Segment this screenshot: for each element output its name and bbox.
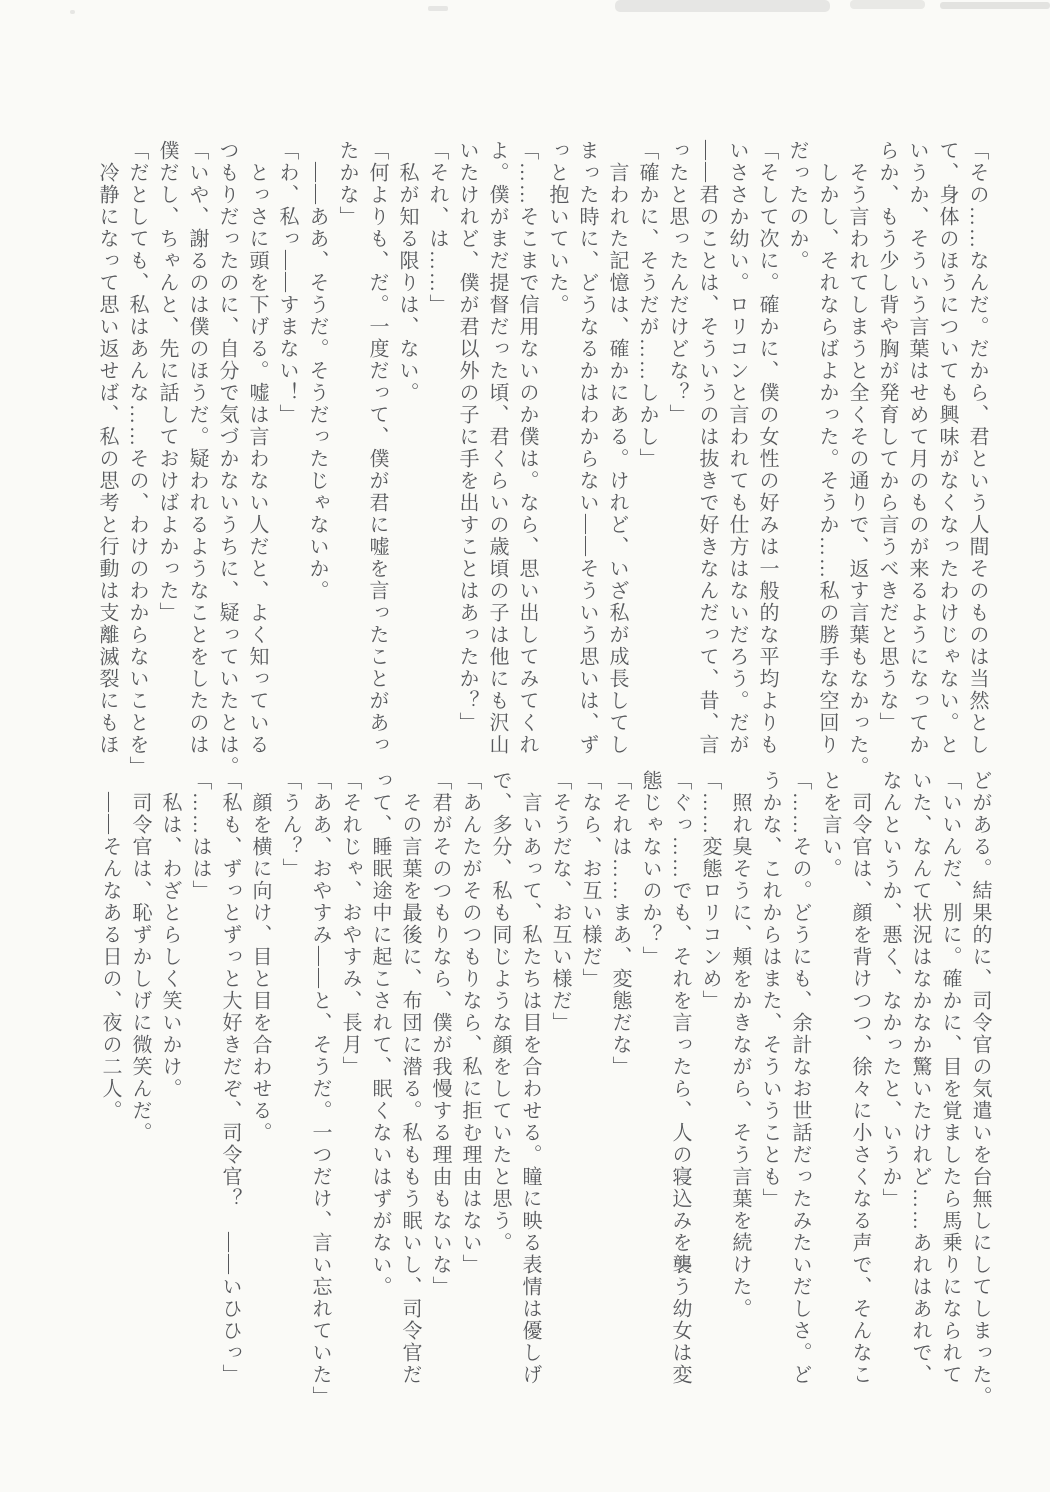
text-line: 「確かに、そうだが……しかし」 (636, 140, 658, 470)
text-line: 「そして次に。確かに、僕の女性の好みは一般的な平均よりも (756, 140, 778, 756)
text-block-bottom (95, 770, 995, 1420)
text-line: とを言い。 (819, 770, 841, 880)
text-line: 「……はは」 (189, 770, 211, 902)
text-line: 態じゃないのか？」 (639, 770, 661, 968)
text-block-top (92, 140, 992, 790)
text-line: 「だとしても、私はあんな……その、わけのわからないことを」 (126, 140, 148, 778)
text-line: いささか幼い。ロリコンと言われても仕方はないだろう。だが (726, 140, 748, 756)
text-line: って、睡眠途中に起こされて、眠くないはずがない。 (369, 770, 391, 1298)
text-line: 司令官は、顔を背けつつ、徐々に小さくなる声で、そんなこ (849, 770, 871, 1386)
text-line: たかな」 (336, 140, 358, 228)
scan-artifact (70, 10, 75, 14)
text-line: よ。僕がまだ提督だった頃、君くらいの歳頃の子は他にも沢山 (486, 140, 508, 756)
text-line: らか、もう少し背や胸が発育してから言うべきだと思うな」 (876, 140, 898, 734)
text-line: 私が知る限りは、ない。 (396, 140, 418, 404)
text-line: 僕だし、ちゃんと、先に話しておけばよかった」 (156, 140, 178, 624)
text-line: 「君がそのつもりなら、僕が我慢する理由もないな」 (429, 770, 451, 1298)
text-line: いた、なんて状況はなかなか驚いたけれど……あれはあれで、 (909, 770, 931, 1386)
text-line: 「それじゃ、おやすみ、長月」 (339, 770, 361, 1078)
text-line: いたけれど、僕が君以外の子に手を出すことはあったか？」 (456, 140, 478, 734)
text-line: なんというか、悪く、なかったと、いうか」 (879, 770, 901, 1210)
text-line: っと抱いていた。 (546, 140, 568, 316)
scan-artifact (850, 0, 925, 9)
text-line: 「ああ、おやすみ――と、そうだ。一つだけ、言い忘れていた」 (309, 770, 331, 1408)
text-line: つもりだったのに、自分で気づかないうちに、疑っていたとは。 (216, 140, 238, 778)
text-line: 「いいんだ、別に。確かに、目を覚ましたら馬乗りになられて (939, 770, 961, 1386)
text-line: 「何よりも、だ。一度だって、僕が君に嘘を言ったことがあっ (366, 140, 388, 756)
text-line: そう言われてしまうと全くその通りで、返す言葉もなかった。 (846, 140, 868, 778)
text-line: 「私も、ずっとずっと大好きだぞ、司令官？ ――いひひっ」 (219, 770, 241, 1386)
text-line: どがある。結果的に、司令官の気遣いを台無しにしてしまった。 (969, 770, 991, 1408)
text-line: 「ぐっ……でも、それを言ったら、人の寝込みを襲う幼女は変 (669, 770, 691, 1386)
text-line: 「なら、お互い様だ」 (579, 770, 601, 990)
text-line: 「それは……まあ、変態だな」 (609, 770, 631, 1078)
text-line: 「その……なんだ。だから、君という人間そのものは当然とし (966, 140, 988, 756)
text-line: いうか、そういう言葉はせめて月のものが来るようになってか (906, 140, 928, 756)
text-line: しかし、それならばよかった。そうか……私の勝手な空回り (816, 140, 838, 756)
text-line: 顔を横に向け、目と目を合わせる。 (249, 770, 271, 1144)
text-line: 「うん？」 (279, 770, 301, 880)
text-line: とっさに頭を下げる。嘘は言わない人だと、よく知っている (246, 140, 268, 756)
text-line: その言葉を最後に、布団に潜る。私ももう眠いし、司令官だ (399, 770, 421, 1386)
scan-artifact (940, 2, 1050, 9)
text-line: 言われた記憶は、確かにある。けれど、いざ私が成長してし (606, 140, 628, 756)
text-line: だったのか。 (786, 140, 808, 272)
text-line: 「……その。どうにも、余計なお世話だったみたいだしさ。ど (789, 770, 811, 1386)
text-line: ――ああ、そうだ。そうだったじゃないか。 (306, 140, 328, 602)
text-line: 「あんたがそのつもりなら、私に拒む理由はない」 (459, 770, 481, 1276)
text-line: 言いあって、私たちは目を合わせる。瞳に映る表情は優しげ (519, 770, 541, 1386)
text-line: 「そうだな、お互い様だ」 (549, 770, 571, 1034)
text-line: で、多分、私も同じような顔をしていたと思う。 (489, 770, 511, 1254)
text-line: 「いや、謝るのは僕のほうだ。疑われるようなことをしたのは (186, 140, 208, 756)
text-line: 私は、わざとらしく笑いかけ。 (159, 770, 181, 1100)
text-line: ――君のことは、そういうのは抜きで好きなんだって、昔、言 (696, 140, 718, 756)
text-line: ――そんなある日の、夜の二人。 (99, 770, 121, 1122)
scan-artifact (615, 0, 830, 12)
text-line: 「それ、は……」 (426, 140, 448, 316)
text-line: て、身体のほうについても興味がなくなったわけじゃない。と (936, 140, 958, 756)
text-line: うかな、これからはまた、そういうことも」 (759, 770, 781, 1210)
text-line: 「……そこまで信用ないのか僕は。なら、思い出してみてくれ (516, 140, 538, 756)
text-line: 「……変態ロリコンめ」 (699, 770, 721, 1012)
text-line: 「わ、私っ――すまない！」 (276, 140, 298, 426)
scan-artifact (428, 6, 448, 11)
text-line: 照れ臭そうに、頬をかきながら、そう言葉を続けた。 (729, 770, 751, 1320)
text-line: ったと思ったんだけどな？」 (666, 140, 688, 426)
text-line: まった時に、どうなるかはわからない――そういう思いは、ず (576, 140, 598, 756)
text-line: 冷静になって思い返せば、私の思考と行動は支離滅裂にもほ (96, 140, 118, 756)
text-line: 司令官は、恥ずかしげに微笑んだ。 (129, 770, 151, 1144)
